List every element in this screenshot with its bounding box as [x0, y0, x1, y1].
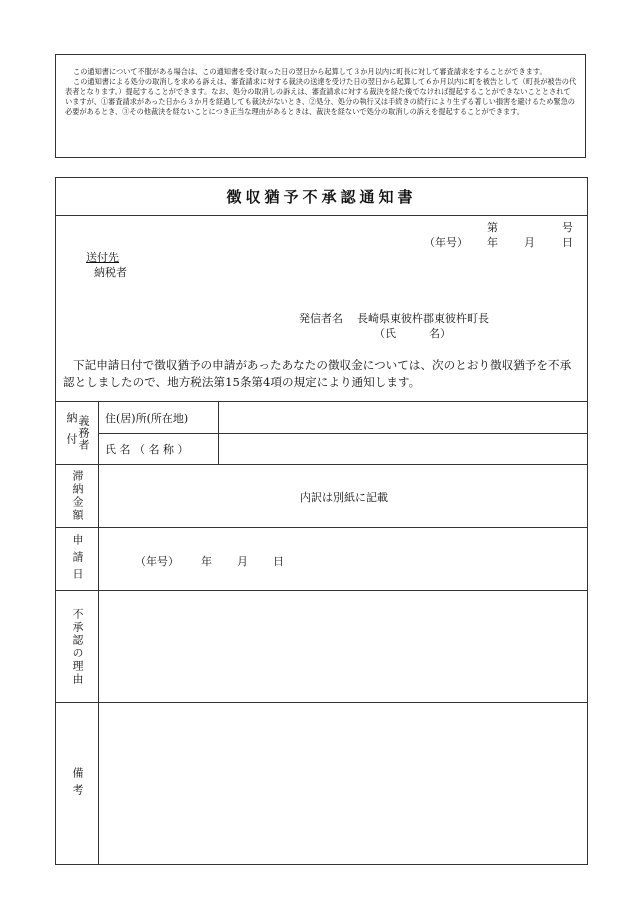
arrears-label: 滞納金額 — [71, 470, 84, 522]
arrears-label-cell — [56, 465, 99, 527]
number-dai: 第 — [487, 221, 498, 234]
form-header — [56, 216, 587, 402]
arrears-value: 内訳は別紙に記載 — [300, 491, 388, 504]
taxpayer-label — [56, 402, 99, 464]
name-label: 氏 名 （ 名 称 ） — [105, 443, 189, 456]
remarks-row — [56, 703, 587, 865]
sender-person: （氏 名） — [374, 327, 451, 340]
form-title: 徴収猶予不承認通知書 — [56, 178, 587, 216]
reason-row — [56, 591, 587, 703]
apply-month: 月 — [237, 555, 248, 568]
apply-era: （年号） — [135, 555, 179, 568]
address-label: 住(居)所(所在地) — [105, 412, 189, 425]
taxpayer-row-divider — [99, 433, 587, 434]
reason-label: 不承認の理由 — [71, 607, 84, 686]
objection-notice-box — [55, 54, 586, 158]
date-year: 年 — [487, 236, 498, 249]
reason-label-cell — [56, 591, 99, 702]
reason-field[interactable] — [103, 595, 583, 698]
body-line-1: 下記申請日付で徴収猶予の申請があったあなたの徴収金については、次のとおり徴収猶予を不承 — [73, 358, 572, 372]
address-field[interactable] — [221, 406, 583, 430]
recipient-name: 納税者 — [94, 266, 127, 279]
notice-paragraph-1: この通知書について不服がある場合は、この通知書を受け取った日の翌日から起算して３か月以内に町長に対して審査請求をすることができます。 — [73, 67, 547, 76]
apply-label: 申請日 — [71, 533, 84, 585]
notification-form — [55, 177, 588, 865]
date-month: 月 — [524, 236, 535, 249]
remarks-label: 備考 — [71, 767, 84, 801]
sender-name: 長崎県東彼杵郡東彼杵町長 — [357, 312, 489, 325]
taxpayer-label-a: 納付 — [65, 412, 78, 454]
arrears-row — [56, 465, 587, 528]
remarks-field[interactable] — [103, 707, 583, 861]
notice-paragraph-2: この通知書による処分の取消しを求める訴えは、審査請求に対する裁決の送達を受けた日の翌日から起算して６か月以内に町を被告として（町長が被告の代表者となります。）提起することができます。なお、処分の取消しの訴えは、審査請求に対する裁決を経た後でなければ提起することができないこととされていますが、①審査請求があった日から３か月を経過しても裁決がないとき、②処分、処分の執行又は手続きの続行により生ずる著しい損害を避けるため緊急の必要があるとき、③その他裁決を経ないことにつき正当な理由があるときは、裁決を経ないで処分の取消しの訴えを提起することができます。 — [65, 77, 577, 116]
recipient-label: 送付先 — [86, 251, 119, 264]
application-date-row — [56, 528, 587, 591]
body-line-2: 認としましたので、地方税法第15条第4項の規定により通知します。 — [63, 375, 421, 389]
apply-label-cell — [56, 528, 99, 590]
name-field[interactable] — [221, 437, 583, 461]
taxpayer-section — [56, 402, 587, 465]
date-era: （年号） — [424, 236, 468, 249]
remarks-label-cell — [56, 703, 99, 865]
sender-label: 発信者名 — [299, 312, 343, 325]
number-go: 号 — [562, 221, 573, 234]
apply-day: 日 — [273, 555, 284, 568]
apply-year: 年 — [201, 555, 212, 568]
date-day: 日 — [562, 236, 573, 249]
taxpayer-label-b: 義務者 — [77, 415, 90, 451]
